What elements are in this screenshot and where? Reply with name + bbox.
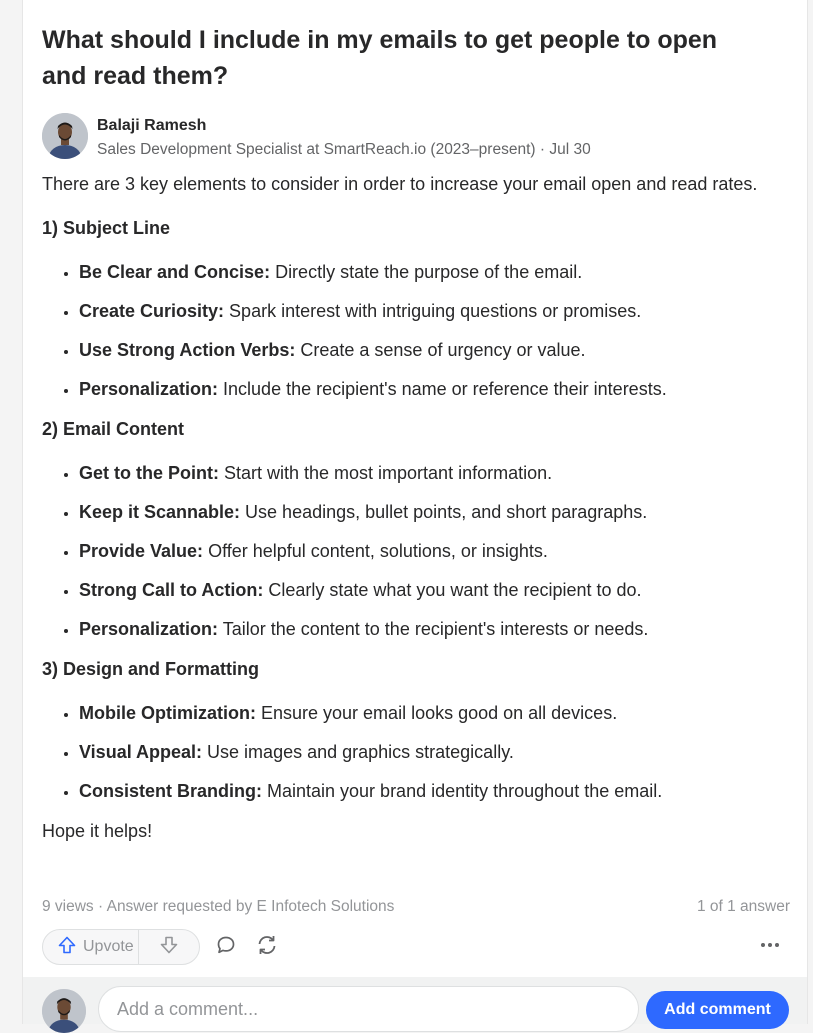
upvote-label: Upvote [83, 938, 134, 955]
list-item [79, 298, 787, 324]
more-dots-icon [759, 934, 781, 961]
list-item [79, 577, 787, 603]
answer-outro: Hope it helps! [42, 821, 153, 841]
share-button[interactable] [253, 933, 281, 961]
item-label: Consistent Branding: [79, 781, 262, 801]
item-label: Mobile Optimization: [79, 703, 256, 723]
item-text: Clearly state what you want the recipient to do. [263, 580, 642, 600]
share-cycle-icon [255, 933, 279, 962]
list-item [79, 700, 787, 726]
action-bar [42, 929, 790, 967]
item-label: Personalization: [79, 619, 219, 639]
item-label: Get to the Point: [79, 463, 219, 483]
views-and-request[interactable]: 9 views · Answer requested by E Infotech Solutions [42, 898, 395, 915]
comment-button[interactable] [212, 933, 240, 961]
author-name[interactable]: Balaji Ramesh [97, 117, 207, 134]
list-item [79, 337, 787, 363]
list-item [79, 538, 787, 564]
add-comment-button[interactable]: Add comment [646, 991, 789, 1029]
comment-bubble-icon [215, 934, 237, 961]
answer-count[interactable]: 1 of 1 answer [696, 898, 790, 915]
item-label: Keep it Scannable: [79, 502, 241, 522]
item-text: Maintain your brand identity throughout the email. [262, 781, 663, 801]
section-heading: 3) Design and Formatting [42, 659, 260, 679]
answer-card [22, 0, 808, 1024]
meta-separator: · [535, 141, 550, 158]
list-item [79, 499, 787, 525]
comment-input[interactable] [98, 986, 639, 1032]
list-item [79, 376, 787, 402]
list-item [79, 259, 787, 285]
answer-footer-meta [42, 898, 790, 916]
author-meta [97, 141, 591, 159]
item-text: Offer helpful content, solutions, or insights. [203, 541, 548, 561]
section-heading: 2) Email Content [42, 419, 185, 439]
item-text: Create a sense of urgency or value. [295, 340, 586, 360]
list-item [79, 616, 787, 642]
item-text: Directly state the purpose of the email. [270, 262, 583, 282]
item-text: Ensure your email looks good on all devices. [256, 703, 618, 723]
list-item [79, 460, 787, 486]
vote-group [42, 929, 200, 965]
answer-date[interactable]: Jul 30 [549, 141, 591, 158]
item-label: Provide Value: [79, 541, 204, 561]
item-text: Use headings, bullet points, and short paragraphs. [240, 502, 648, 522]
author-row [42, 113, 782, 161]
arrow-down-icon [159, 935, 179, 960]
item-text: Start with the most important information. [218, 463, 553, 483]
section-heading: 1) Subject Line [42, 218, 171, 238]
user-avatar[interactable] [42, 989, 86, 1033]
item-text: Use images and graphics strategically. [202, 742, 514, 762]
section-list [42, 259, 787, 402]
section-list [42, 700, 787, 804]
arrow-up-icon [57, 935, 77, 960]
item-label: Visual Appeal: [79, 742, 203, 762]
list-item [79, 778, 787, 804]
upvote-button[interactable] [43, 930, 139, 964]
more-button[interactable] [756, 933, 784, 961]
item-label: Create Curiosity: [79, 301, 225, 321]
item-label: Strong Call to Action: [79, 580, 264, 600]
answer-body [42, 171, 787, 844]
list-item [79, 739, 787, 765]
question-title[interactable]: What should I include in my emails to get people to open and read them? [42, 26, 718, 90]
item-label: Personalization: [79, 379, 219, 399]
author-credential[interactable]: Sales Development Specialist at SmartReach.io (2023–present) [97, 141, 536, 158]
item-text: Include the recipient's name or reference their interests. [218, 379, 667, 399]
item-label: Use Strong Action Verbs: [79, 340, 296, 360]
downvote-button[interactable] [139, 930, 199, 964]
section-list [42, 460, 787, 642]
item-text: Tailor the content to the recipient's interests or needs. [218, 619, 649, 639]
answer-intro: There are 3 key elements to consider in order to increase your email open and read rates. [42, 174, 758, 194]
comment-bar [23, 977, 807, 1024]
author-avatar[interactable] [42, 113, 88, 159]
item-text: Spark interest with intriguing questions or promises. [224, 301, 642, 321]
item-label: Be Clear and Concise: [79, 262, 271, 282]
